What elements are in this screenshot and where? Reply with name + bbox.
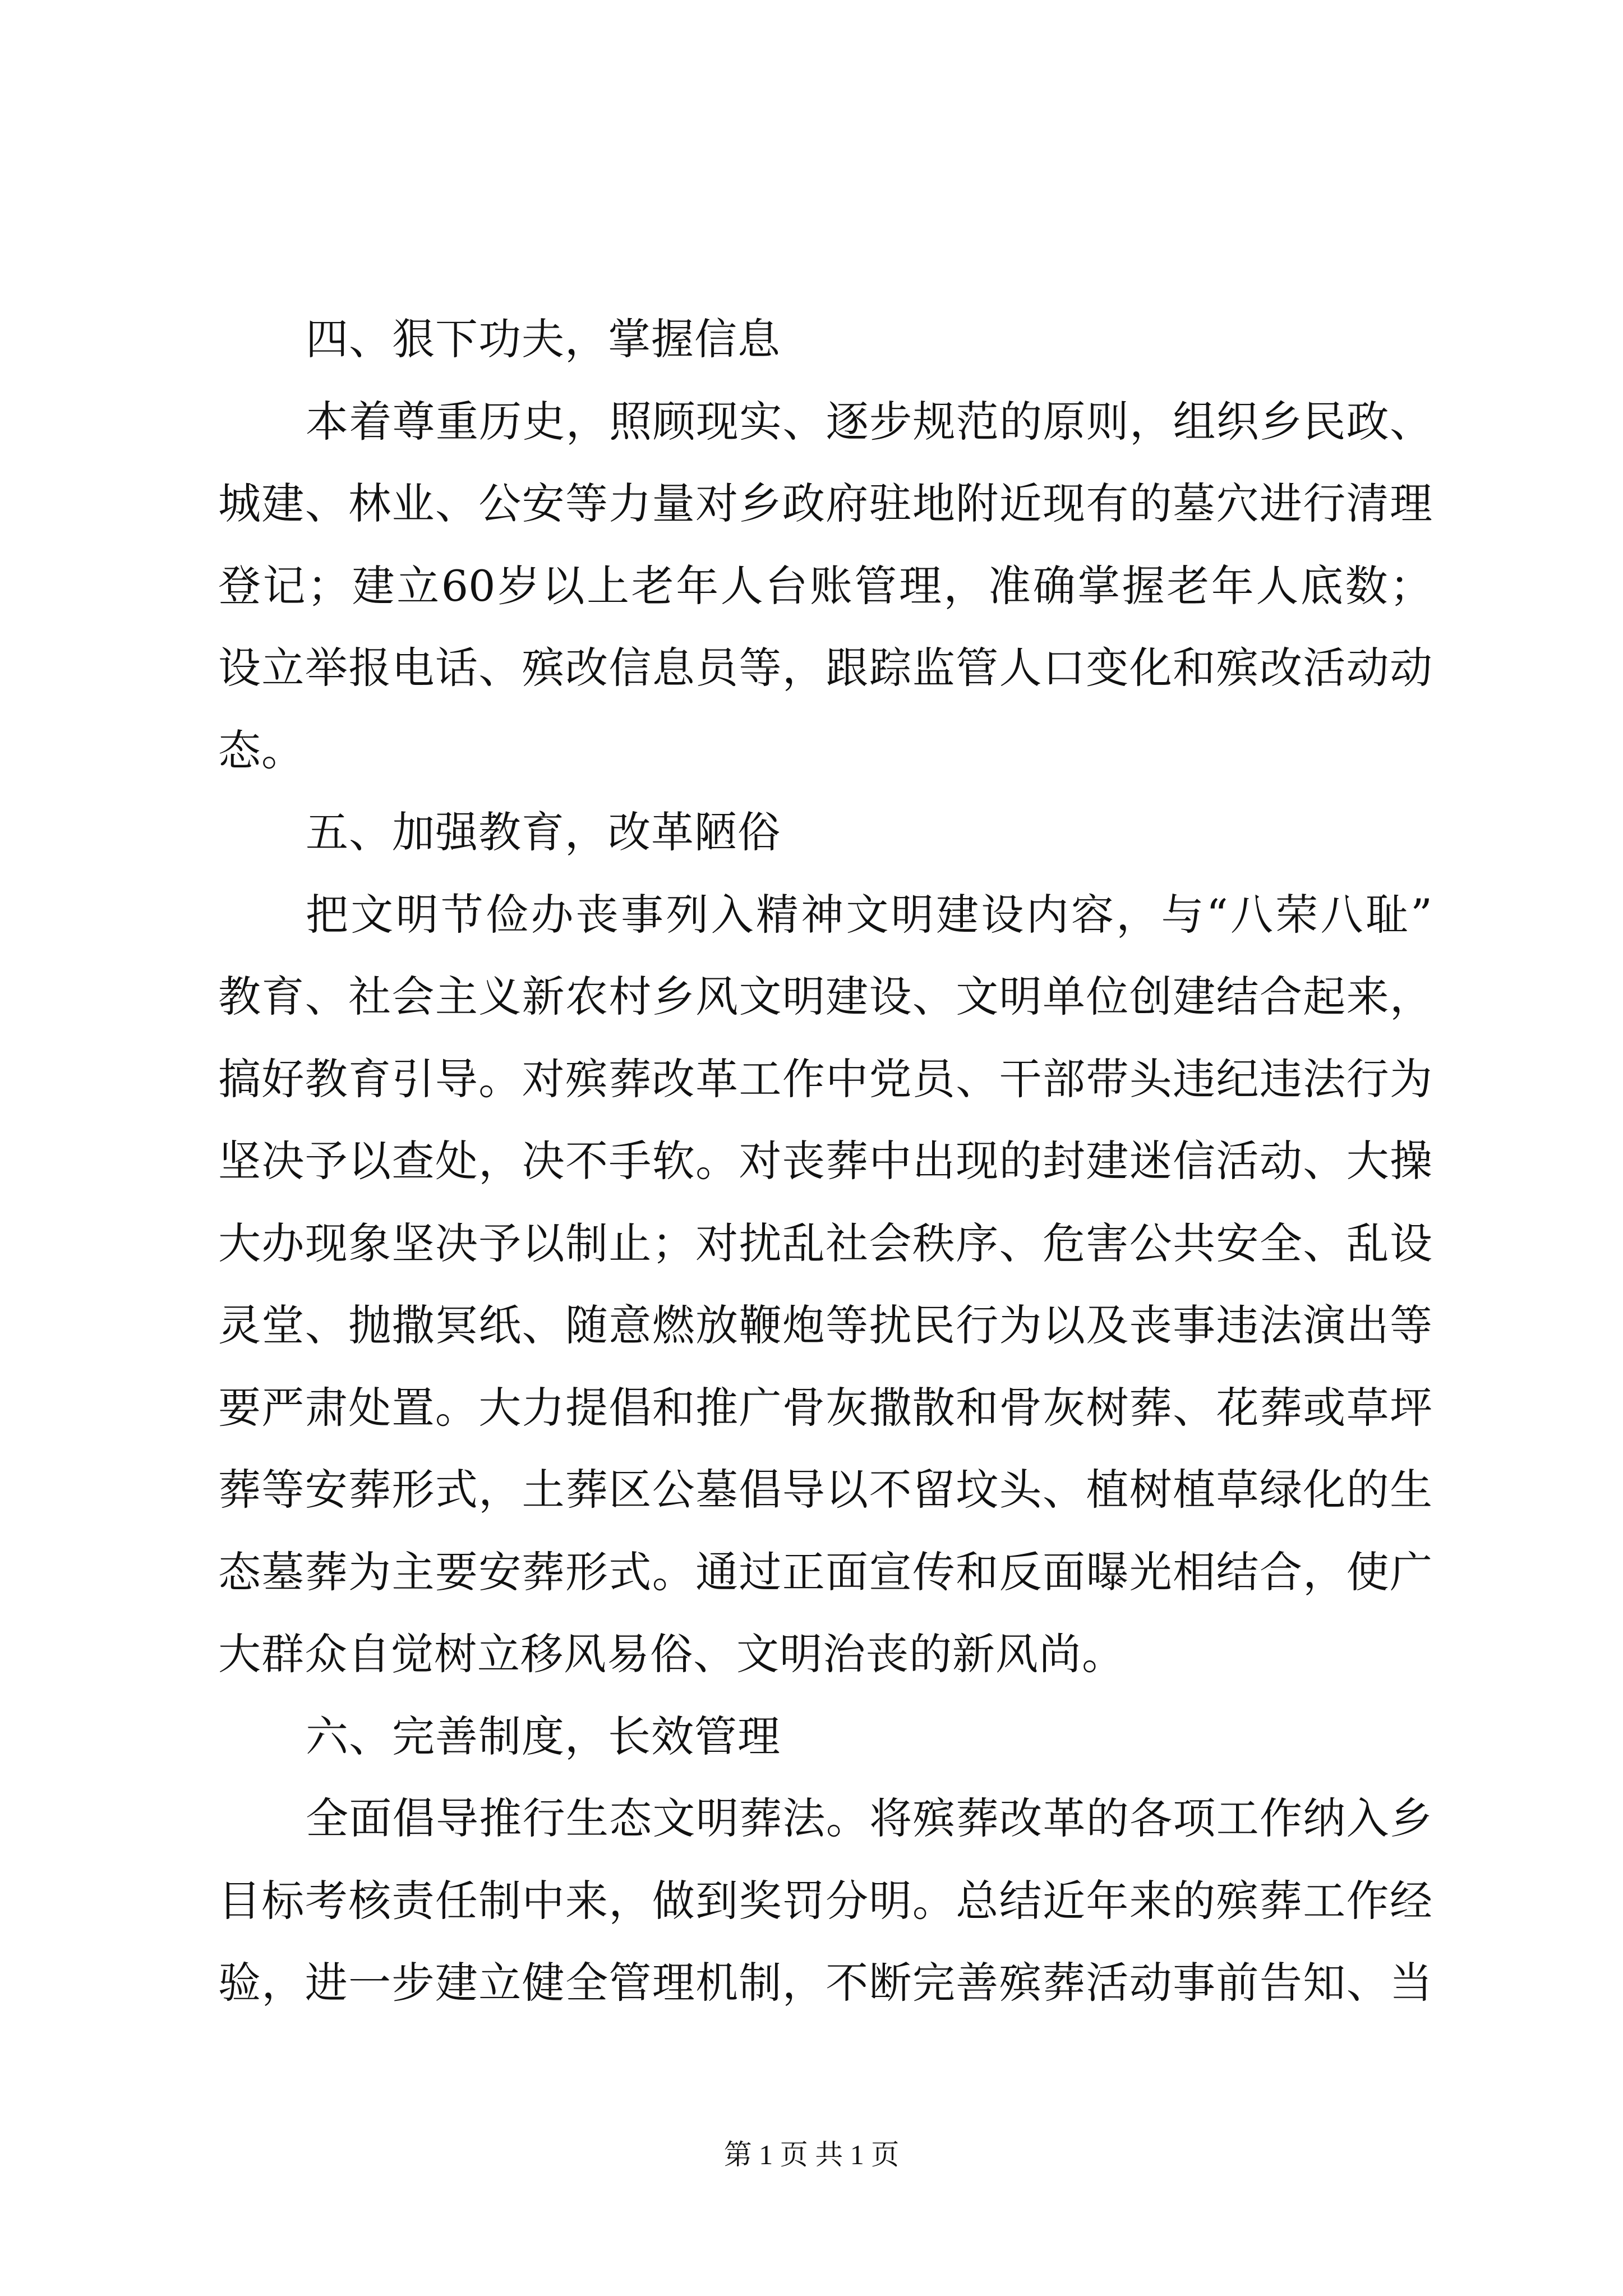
paragraph-line: 态。 bbox=[218, 725, 305, 775]
paragraph-line: 把文明节俭办丧事列入精神文明建设内容，与“八荣八耻” bbox=[306, 889, 1432, 940]
paragraph-line: 目标考核责任制中来，做到奖罚分明。总结近年来的殡葬工作经 bbox=[218, 1875, 1432, 1926]
paragraph-line: 验，进一步建立健全管理机制，不断完善殡葬活动事前告知、当 bbox=[218, 1958, 1432, 2008]
section-heading: 五、加强教育，改革陋俗 bbox=[306, 807, 781, 857]
paragraph-line: 要严肃处置。大力提倡和推广骨灰撒散和骨灰树葬、花葬或草坪 bbox=[218, 1382, 1432, 1433]
paragraph-line: 搞好教育引导。对殡葬改革工作中党员、干部带头违纪违法行为 bbox=[218, 1053, 1432, 1104]
page-footer: 第 1 页 共 1 页 bbox=[723, 2139, 900, 2170]
section-6 bbox=[218, 1696, 1432, 2024]
paragraph-line: 全面倡导推行生态文明葬法。将殡葬改革的各项工作纳入乡 bbox=[306, 1793, 1432, 1843]
paragraph bbox=[218, 1778, 1432, 2024]
paragraph-line: 城建、林业、公安等力量对乡政府驻地附近现有的墓穴进行清理 bbox=[218, 478, 1432, 528]
paragraph-line: 登记；建立60岁以上老年人台账管理，准确掌握老年人底数； bbox=[218, 560, 1432, 611]
paragraph-line: 态墓葬为主要安葬形式。通过正面宣传和反面曝光相结合，使广 bbox=[218, 1547, 1432, 1597]
section-4 bbox=[218, 298, 1432, 792]
paragraph-line: 设立举报电话、殡改信息员等，跟踪监管人口变化和殡改活动动 bbox=[218, 643, 1432, 693]
paragraph-line: 教育、社会主义新农村乡风文明建设、文明单位创建结合起来， bbox=[218, 972, 1432, 1022]
paragraph bbox=[218, 874, 1432, 1696]
document-body bbox=[218, 298, 1432, 2024]
paragraph-line: 本着尊重历史，照顾现实、逐步规范的原则，组织乡民政、 bbox=[306, 396, 1432, 447]
paragraph-line: 葬等安葬形式，土葬区公墓倡导以不留坟头、植树植草绿化的生 bbox=[218, 1465, 1432, 1515]
paragraph-line: 坚决予以查处，决不手软。对丧葬中出现的封建迷信活动、大操 bbox=[218, 1136, 1432, 1186]
section-heading: 四、狠下功夫，掌握信息 bbox=[306, 314, 781, 364]
paragraph-line: 灵堂、抛撒冥纸、随意燃放鞭炮等扰民行为以及丧事违法演出等 bbox=[218, 1300, 1432, 1350]
section-heading: 六、完善制度，长效管理 bbox=[306, 1711, 781, 1761]
section-5 bbox=[218, 792, 1432, 1696]
paragraph-line: 大办现象坚决予以制止；对扰乱社会秩序、危害公共安全、乱设 bbox=[218, 1218, 1432, 1268]
paragraph-line: 大群众自觉树立移风易俗、文明治丧的新风尚。 bbox=[218, 1629, 1125, 1679]
paragraph bbox=[218, 381, 1432, 792]
